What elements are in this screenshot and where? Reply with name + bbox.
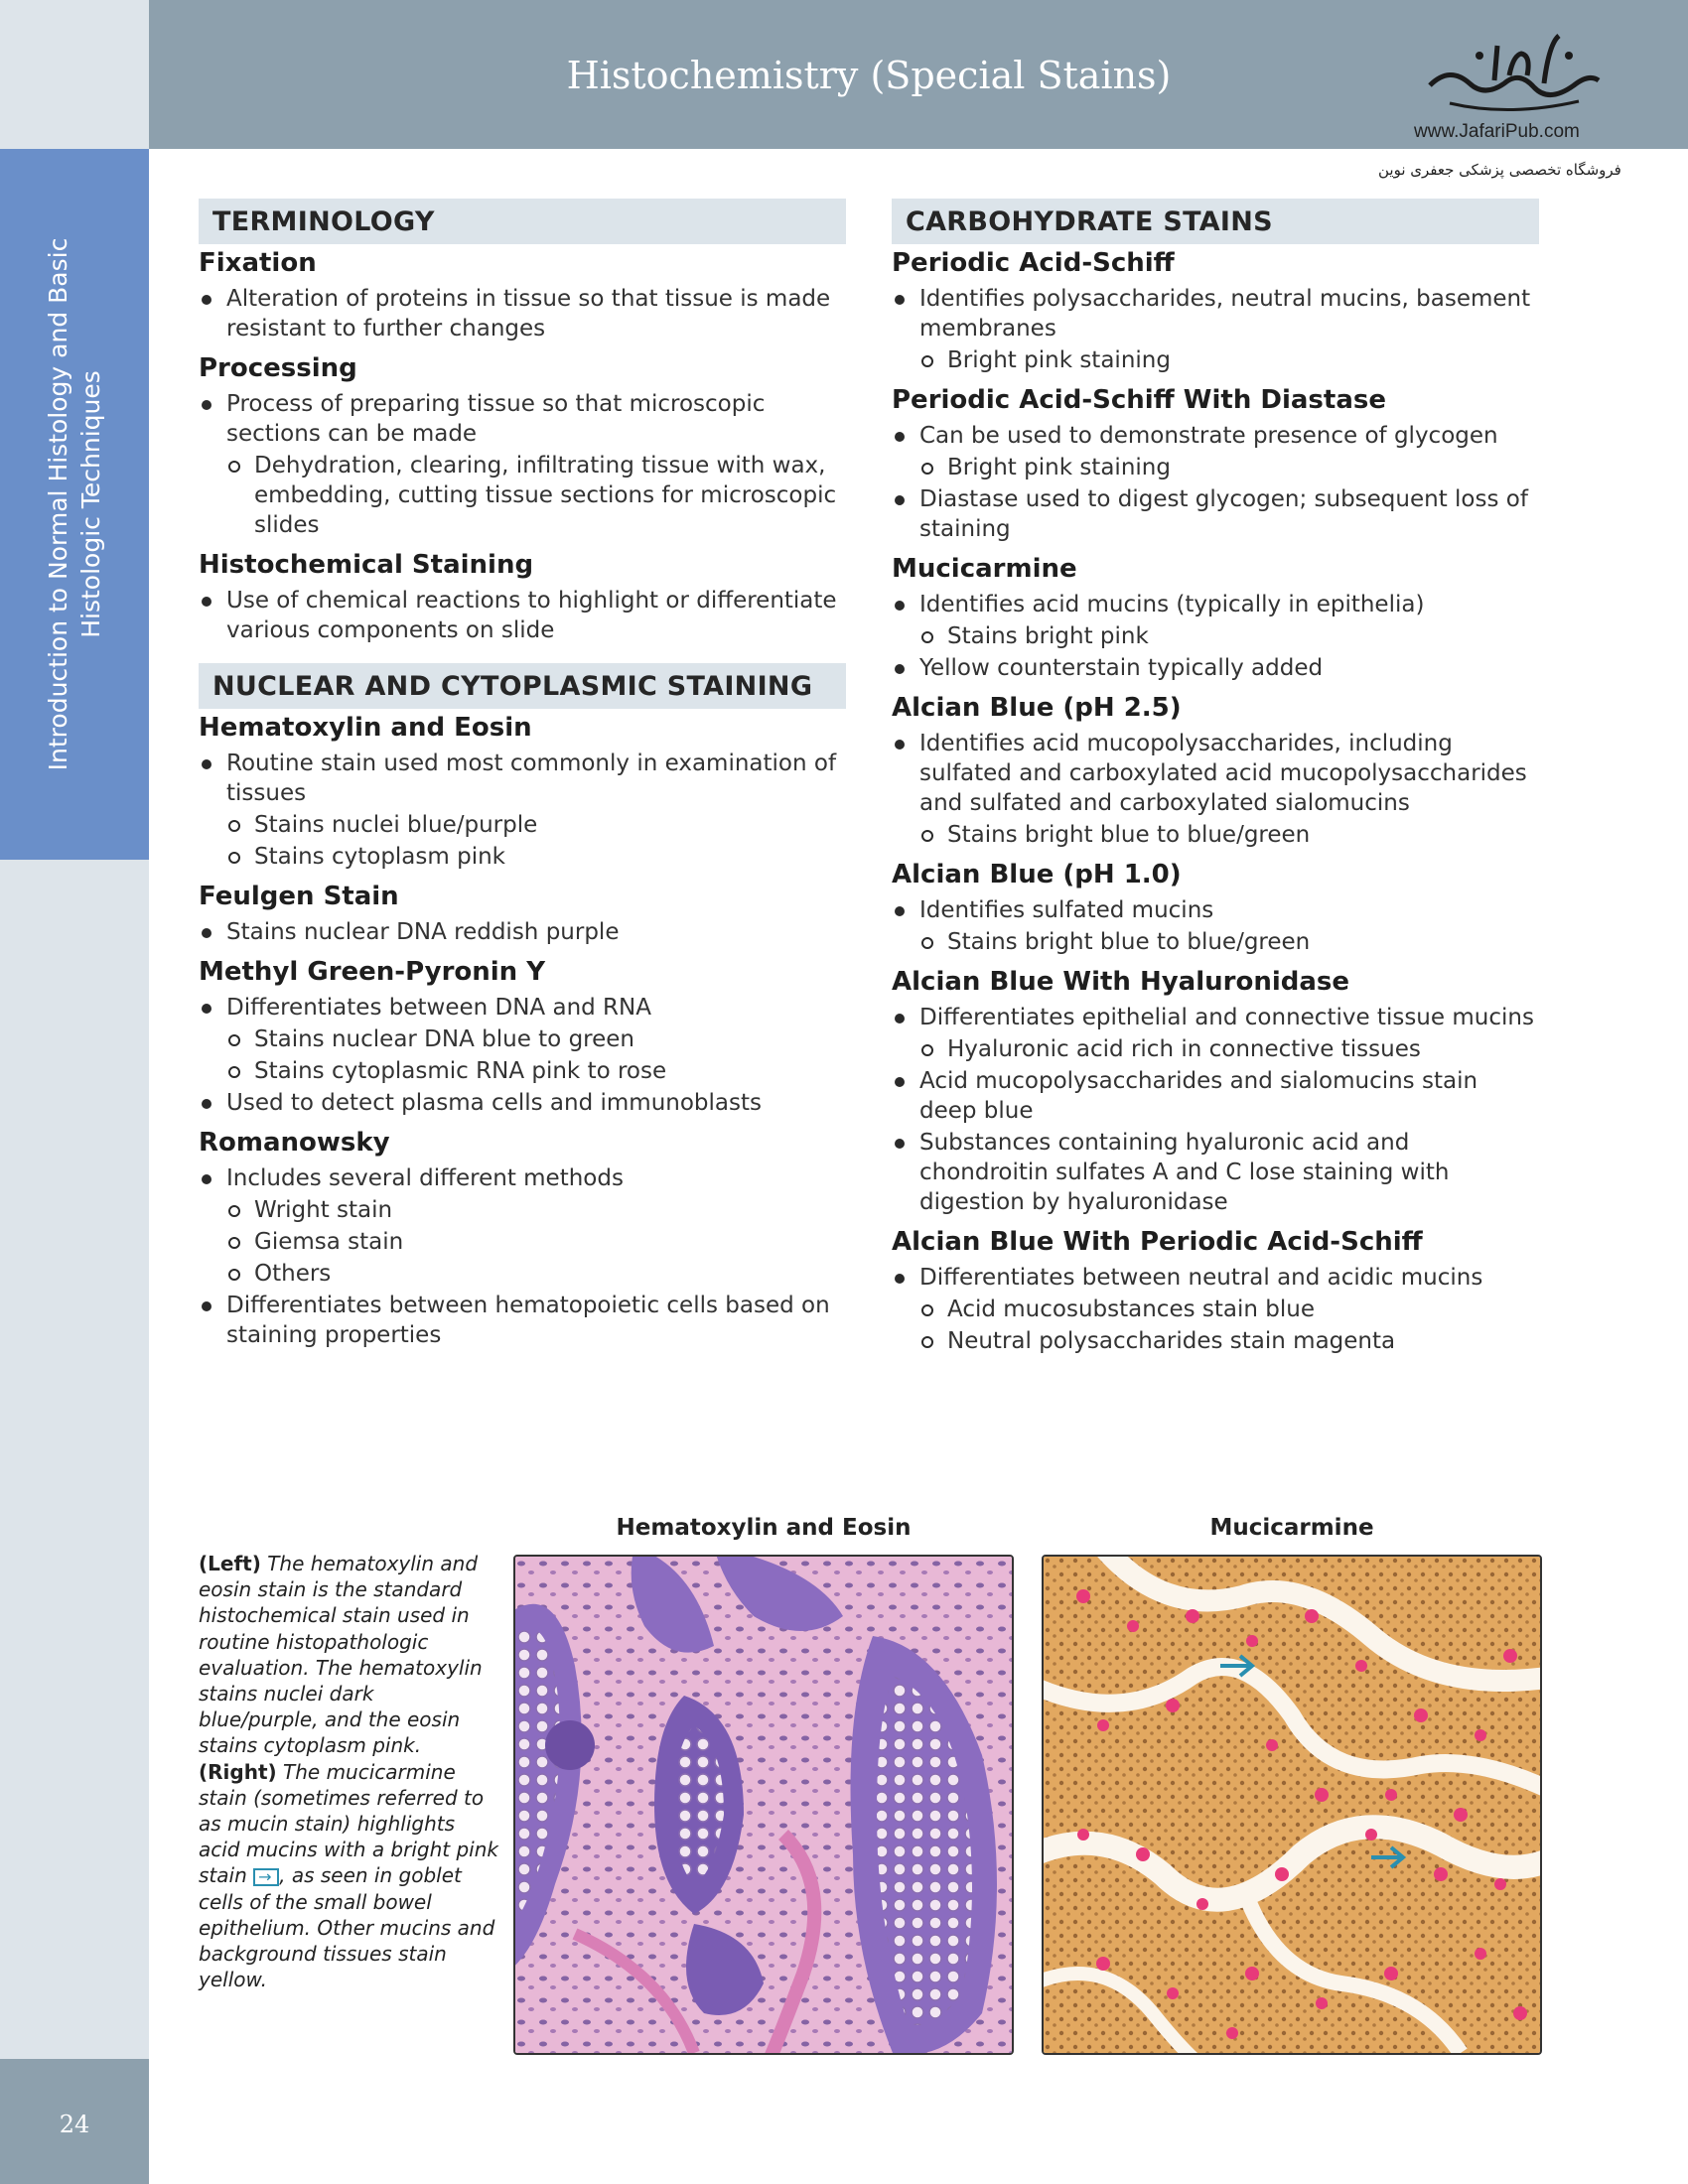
sub-bullet-item: Hyaluronic acid rich in connective tissues bbox=[892, 1034, 1539, 1064]
page-number: 24 bbox=[59, 2111, 90, 2138]
micrograph-he-image bbox=[515, 1557, 1012, 2053]
bullet-item: Differentiates between neutral and acidic mucins bbox=[892, 1263, 1539, 1293]
bullet-item: Differentiates between DNA and RNA bbox=[199, 993, 846, 1023]
chapter-title-line1: Introduction to Normal Histology and Basic bbox=[44, 237, 72, 771]
bullet-list bbox=[199, 389, 846, 540]
sub-bullet-item: Wright stain bbox=[199, 1195, 846, 1225]
sub-bullet-item: Stains bright blue to blue/green bbox=[892, 927, 1539, 957]
sub-bullet-item: Bright pink staining bbox=[892, 453, 1539, 482]
sub-bullet-item: Dehydration, clearing, infiltrating tissue with wax, embedding, cutting tissue sections for microscopic slides bbox=[199, 451, 846, 540]
sub-bullet-item: Giemsa stain bbox=[199, 1227, 846, 1257]
caption-text-3: , as seen in goblet cells of the small bowel epithelium. Other mucins and background tissues stain yellow. bbox=[199, 1863, 495, 1992]
sub-bullet-item: Stains nuclear DNA blue to green bbox=[199, 1024, 846, 1054]
bullet-list bbox=[892, 895, 1539, 957]
bullet-item: Use of chemical reactions to highlight or differentiate various components on slide bbox=[199, 586, 846, 645]
topic-title: Hematoxylin and Eosin bbox=[199, 713, 532, 743]
topic-title: Alcian Blue (pH 2.5) bbox=[892, 693, 1182, 723]
caption-text-1: The hematoxylin and eosin stain is the standard histochemical stain used in routine histopathologic evaluation. The hematoxylin stains nuclei dark blue/purple, and the eosin stains cytoplasm pink. bbox=[199, 1552, 483, 1758]
figure-label-mucicarmine: Mucicarmine bbox=[1209, 1515, 1374, 1541]
bullet-item: Identifies sulfated mucins bbox=[892, 895, 1539, 925]
topic-title: Alcian Blue With Hyaluronidase bbox=[892, 967, 1350, 997]
bullet-item: Identifies acid mucins (typically in epithelia) bbox=[892, 590, 1539, 619]
bullet-list bbox=[199, 993, 846, 1118]
bullet-list bbox=[892, 1263, 1539, 1356]
publisher-arabic-text: فروشگاه تخصصی پزشکی جعفری نوین bbox=[1378, 161, 1621, 179]
sub-bullet-item: Stains bright pink bbox=[892, 621, 1539, 651]
bullet-item: Can be used to demonstrate presence of glycogen bbox=[892, 421, 1539, 451]
bullet-list bbox=[892, 421, 1539, 544]
caption-text-2: The mucicarmine stain (sometimes referred to as mucin stain) highlights acid mucins with a bright pink stain bbox=[199, 1759, 498, 1888]
caption-right-tag: (Right) bbox=[199, 1759, 277, 1784]
publisher-url: www.JafariPub.com bbox=[1414, 121, 1580, 142]
topic-title: Fixation bbox=[199, 248, 317, 278]
sub-bullet-item: Stains nuclei blue/purple bbox=[199, 810, 846, 840]
bullet-item: Includes several different methods bbox=[199, 1163, 846, 1193]
publisher-logo-icon bbox=[1410, 26, 1609, 125]
figure-caption bbox=[199, 1551, 498, 1992]
bullet-list bbox=[199, 917, 846, 947]
caption-left-tag: (Left) bbox=[199, 1552, 261, 1575]
page-title: Histochemistry (Special Stains) bbox=[566, 54, 1172, 97]
topic-title: Periodic Acid-Schiff bbox=[892, 248, 1175, 278]
figure-label-he: Hematoxylin and Eosin bbox=[616, 1515, 912, 1541]
bullet-list bbox=[892, 284, 1539, 375]
bullet-item: Identifies polysaccharides, neutral mucins, basement membranes bbox=[892, 284, 1539, 343]
bullet-item: Routine stain used most commonly in examination of tissues bbox=[199, 749, 846, 808]
bullet-list bbox=[892, 1003, 1539, 1217]
topic-title: Periodic Acid-Schiff With Diastase bbox=[892, 385, 1386, 415]
chapter-side-tab-text bbox=[42, 149, 107, 860]
topic-title: Mucicarmine bbox=[892, 554, 1077, 584]
chapter-title-line2: Histologic Techniques bbox=[76, 370, 105, 638]
topic-title: Alcian Blue With Periodic Acid-Schiff bbox=[892, 1227, 1423, 1257]
bullet-list bbox=[199, 284, 846, 343]
micrograph-he bbox=[513, 1555, 1014, 2055]
bullet-list bbox=[199, 586, 846, 645]
micrograph-mucicarmine bbox=[1042, 1555, 1542, 2055]
bullet-item: Acid mucopolysaccharides and sialomucins stain deep blue bbox=[892, 1066, 1539, 1126]
bullet-list bbox=[892, 729, 1539, 850]
arrow-icon bbox=[253, 1868, 279, 1886]
bullet-item: Used to detect plasma cells and immunoblasts bbox=[199, 1088, 846, 1118]
bullet-item: Substances containing hyaluronic acid and chondroitin sulfates A and C lose staining with digestion by hyaluronidase bbox=[892, 1128, 1539, 1217]
sub-bullet-item: Bright pink staining bbox=[892, 345, 1539, 375]
bullet-item: Alteration of proteins in tissue so that tissue is made resistant to further changes bbox=[199, 284, 846, 343]
bullet-item: Stains nuclear DNA reddish purple bbox=[199, 917, 846, 947]
sub-bullet-item: Acid mucosubstances stain blue bbox=[892, 1295, 1539, 1324]
bullet-item: Diastase used to digest glycogen; subsequent loss of staining bbox=[892, 484, 1539, 544]
sub-bullet-item: Others bbox=[199, 1259, 846, 1289]
bullet-item: Identifies acid mucopolysaccharides, including sulfated and carboxylated acid mucopolysaccharides and sulfated and carboxylated sialomucins bbox=[892, 729, 1539, 818]
section-header-carbohydrate: CARBOHYDRATE STAINS bbox=[892, 199, 1539, 244]
sub-bullet-item: Neutral polysaccharides stain magenta bbox=[892, 1326, 1539, 1356]
topic-title: Histochemical Staining bbox=[199, 550, 534, 580]
micrograph-mucicarmine-image bbox=[1044, 1557, 1540, 2053]
bullet-item: Yellow counterstain typically added bbox=[892, 653, 1539, 683]
sub-bullet-item: Stains cytoplasmic RNA pink to rose bbox=[199, 1056, 846, 1086]
bullet-item: Differentiates epithelial and connective tissue mucins bbox=[892, 1003, 1539, 1032]
bullet-list bbox=[199, 1163, 846, 1350]
topic-title: Romanowsky bbox=[199, 1128, 390, 1158]
topic-title: Feulgen Stain bbox=[199, 882, 399, 911]
section-header-terminology: TERMINOLOGY bbox=[199, 199, 846, 244]
bullet-item: Differentiates between hematopoietic cells based on staining properties bbox=[199, 1291, 846, 1350]
section-header-nuclear: NUCLEAR AND CYTOPLASMIC STAINING bbox=[199, 663, 846, 709]
bullet-list bbox=[892, 590, 1539, 683]
topic-title: Methyl Green-Pyronin Y bbox=[199, 957, 546, 987]
sub-bullet-item: Stains bright blue to blue/green bbox=[892, 820, 1539, 850]
bullet-item: Process of preparing tissue so that microscopic sections can be made bbox=[199, 389, 846, 449]
left-column bbox=[199, 199, 846, 1352]
bullet-list bbox=[199, 749, 846, 872]
topic-title: Processing bbox=[199, 353, 357, 383]
sub-bullet-item: Stains cytoplasm pink bbox=[199, 842, 846, 872]
topic-title: Alcian Blue (pH 1.0) bbox=[892, 860, 1182, 889]
right-column bbox=[892, 199, 1539, 1358]
